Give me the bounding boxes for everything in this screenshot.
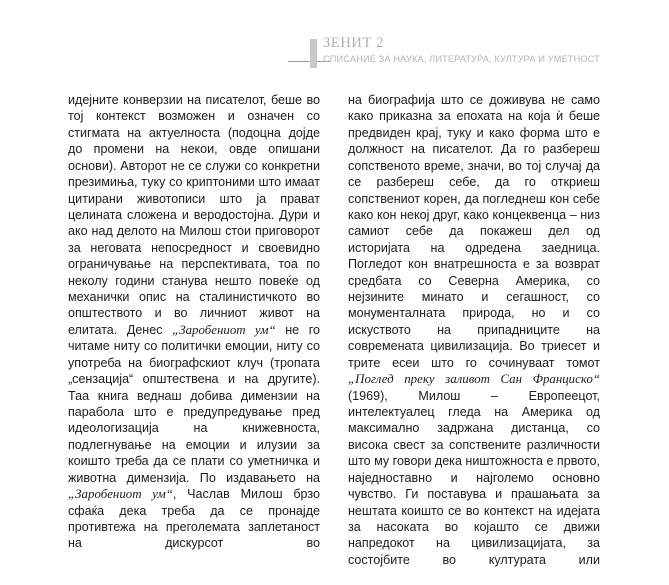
column-right-paragraph — [348, 92, 600, 585]
right-text-part-1: на биографија што се доживува не само како приказна за епохата на која ѝ беше предвиден крај, туку и како форма што е должност на писателот. Да го разбереш сопственото време, значи, во тој случај да се разбереш себе, да го откриеш сопствениот корен, да погледнеш кон себе како кон некој друг, како концеквенца – низ самиот себе да покажеш дел од историјата на одредена заедница. Погледот кон внатрешноста е за возврат средбата со Северна Америка, со нејзините минато и сегашност, со монументалната природа, но и со искуството на припадниците на современата цивилизација. Во триесет и трите есеи што го сочинуваат томот — [348, 93, 600, 370]
magazine-subtitle: СПИСАНИЕ ЗА НАУКА, ЛИТЕРАТУРА, КУЛТУРА И УМЕТНОСТ — [323, 54, 600, 64]
header-text-block — [323, 36, 653, 65]
column-right — [348, 92, 600, 568]
header-bar-decoration — [310, 39, 317, 68]
left-text-part-3: , Часлав Милош брзо сфаќа дека треба да се пронајде противтежа на преголемата заплетаност на дискурсот во — [68, 487, 320, 551]
left-text-part-2: не го читаме ниту со политички емоции, ниту со употреба на биографскиот клуч (тропата „сензација“ општествена и на другите). Таа книга веднаш добива димензии на парабола што е предупредување пред идеологизација на книжевноста, подлегнување на емоции и илузии за коишто треба да се плати со уметничка и животна димензија. По издавањето на — [68, 322, 321, 485]
book-title-zarobeniot-um-1: „Заробениот ум“ — [172, 322, 276, 337]
column-left — [68, 92, 320, 568]
column-left-paragraph — [68, 92, 320, 568]
body-columns — [68, 92, 601, 568]
book-title-zarobeniot-um-2: „Заробениот ум“ — [68, 487, 173, 502]
left-text-part-1: идејните конверзии на писателот, беше во тој контекст возможен и означен со стигмата на актуелноста (подоцна дојде до промени на некои, овде опишани основи). Авторот не се служи со конкретни презимиња, туку со криптоними што имаат цитирани животописи што ја прават целината сложена и веродостојна. Дури и ако над делото на Милош стои приговорот за неговата непосредност и своевидно ограничување на перспективата, тоа по неколу години станува нешто повеќе од механички опис на сталинистичкото во општеството и во личниот живот на елитата. Денес — [68, 93, 320, 337]
right-text-part-2: (1969), Милош – Европеецот, интелектуалец гледа на Америка од максимално задржана дистанца, со висока свест за сопствените различности што му говори дека ништожноста е првото, наједноставно и најголемо основно чувство. Ги поставува и прашањата за нештата коишто се во контекст на идејата за насоката во којашто се движи напредокот на цивилизацијата, за состојбите во културата или — [348, 388, 600, 567]
book-title-pogled-preku-zalivot: „Поглед преку заливот Сан Франциско“ — [348, 372, 600, 387]
magazine-title: ЗЕНИТ 2 — [323, 35, 384, 51]
running-header — [0, 36, 669, 76]
